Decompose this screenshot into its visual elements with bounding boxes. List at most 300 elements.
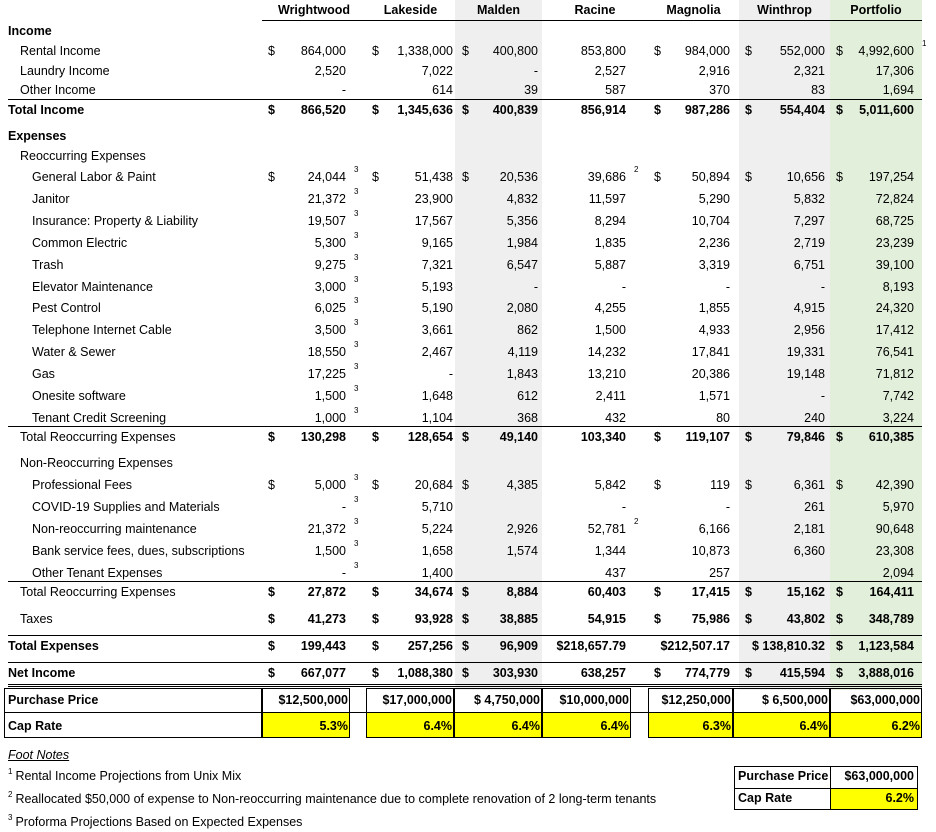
cell-wrightwood: 9,275: [314, 258, 346, 272]
row-general-labor: [0, 167, 936, 187]
cell-portfolio: 197,254: [868, 170, 914, 184]
cell-malden: [455, 497, 538, 517]
row-label: Bank service fees, dues, subscriptions: [32, 544, 245, 558]
dollar-sign: $: [836, 585, 843, 599]
cell-winthrop: 19,148: [786, 367, 825, 381]
dollar-sign: $: [654, 612, 661, 626]
row-label: Other Tenant Expenses: [32, 566, 163, 580]
cell-wrightwood: 5.3%: [319, 719, 348, 733]
dollar-sign: $: [372, 639, 379, 653]
summary-price-label: Purchase Price: [738, 769, 829, 783]
cell-wrightwood: 1,500: [314, 389, 346, 403]
cell-wrightwood: 5,300: [314, 236, 346, 250]
footnote-2: $^2$ Reallocated $50,000 of expense to Non-reoccurring maintenance due to complete renovation of 2 long-term tenants: [8, 790, 657, 806]
dollar-sign: $: [462, 666, 469, 680]
row-covid: [0, 497, 936, 517]
cell-racine: 1,500: [594, 323, 626, 337]
cell-malden: 49,140: [499, 430, 538, 444]
cell-racine: 60,403: [587, 585, 626, 599]
cell-malden: 400,839: [492, 103, 538, 117]
row-label: Laundry Income: [20, 64, 110, 78]
row-nonreoc-maint: [0, 519, 936, 539]
row-total-reoccurring: [0, 427, 936, 447]
cell-malden: 862: [517, 323, 538, 337]
cell-magnolia: 257: [709, 566, 730, 580]
cell-winthrop: 552,000: [779, 44, 825, 58]
cell-portfolio: 17,306: [875, 64, 914, 78]
row-label: Onesite software: [32, 389, 126, 403]
cell-wrightwood: 130,298: [300, 430, 346, 444]
footnote-mark: 3: [354, 187, 359, 196]
dollar-sign: $: [372, 430, 379, 444]
cell-portfolio: 6.2%: [891, 719, 920, 733]
cell-malden: 38,885: [499, 612, 538, 626]
row-label: Total Reoccurring Expenses: [20, 430, 176, 444]
col-header-magnolia: Magnolia: [666, 3, 721, 17]
footnote-mark: 3: [354, 539, 359, 548]
cell-magnolia: -: [725, 500, 730, 514]
row-label: Elevator Maintenance: [32, 280, 153, 294]
footnote-mark: 3: [354, 165, 359, 174]
dollar-sign: $: [372, 612, 379, 626]
cell-malden: 400,800: [492, 44, 538, 58]
col-header-lakeside: Lakeside: [383, 3, 438, 17]
cell-malden: 20,536: [499, 170, 538, 184]
cell-winthrop: 7,297: [793, 214, 825, 228]
income-section-label: Income: [8, 24, 52, 38]
cell-malden: 303,930: [492, 666, 538, 680]
cell-magnolia: 10,873: [691, 544, 730, 558]
footnote-mark: 3: [354, 296, 359, 305]
row-label: Total Reoccurring Expenses: [20, 585, 176, 599]
cell-lakeside: 1,400: [421, 566, 453, 580]
row-top-rule: [8, 662, 922, 663]
cell-racine: 6.4%: [600, 719, 629, 733]
cell-winthrop: 2,321: [793, 64, 825, 78]
cell-wrightwood: 17,225: [307, 367, 346, 381]
row-label: Janitor: [32, 192, 70, 206]
cell-racine: 587: [605, 83, 626, 97]
cell-portfolio: 3,888,016: [858, 666, 914, 680]
row-other-tenant: [0, 563, 936, 583]
row-laundry: [0, 61, 936, 81]
summary-cap-value: 6.2%: [885, 791, 914, 805]
dollar-sign: $: [745, 103, 752, 117]
footnote-mark: 3: [354, 362, 359, 371]
row-elevator: [0, 277, 936, 297]
cell-portfolio: 348,789: [868, 612, 914, 626]
cell-racine: -: [621, 500, 626, 514]
cell-winthrop: 5,832: [793, 192, 825, 206]
row-rental: [0, 41, 936, 61]
row-label: Taxes: [20, 612, 53, 626]
row-top-rule: [8, 635, 922, 636]
footnote-mark: 3: [354, 318, 359, 327]
cell-portfolio: 39,100: [875, 258, 914, 272]
footnote-mark: 3: [354, 340, 359, 349]
cell-magnolia: 5,290: [698, 192, 730, 206]
cell-lakeside: 6.4%: [423, 719, 452, 733]
cell-lakeside: 20,684: [414, 478, 453, 492]
cell-winthrop: 79,846: [786, 430, 825, 444]
cell-racine: 853,800: [580, 44, 626, 58]
row-cap-rate: [0, 716, 936, 736]
dollar-sign: $: [654, 44, 661, 58]
cell-malden: -: [533, 64, 538, 78]
footnote-mark: 3: [354, 253, 359, 262]
row-janitor: [0, 189, 936, 209]
dollar-sign: $: [462, 44, 469, 58]
cell-wrightwood: 3,500: [314, 323, 346, 337]
dollar-sign: $: [268, 44, 275, 58]
cell-lakeside: 1,338,000: [397, 44, 453, 58]
footnote-mark: 3: [354, 473, 359, 482]
cell-malden: 1,843: [506, 367, 538, 381]
row-label: Total Expenses: [8, 639, 99, 653]
dollar-sign: $: [268, 585, 275, 599]
dollar-sign: $: [268, 103, 275, 117]
dollar-sign: $: [836, 44, 843, 58]
cell-racine: 437: [605, 566, 626, 580]
row-telephone: [0, 320, 936, 340]
footnote-mark: 3: [354, 561, 359, 570]
cell-wrightwood: 21,372: [307, 192, 346, 206]
cell-winthrop: 6,751: [793, 258, 825, 272]
cell-winthrop: $ 138,810.32: [752, 639, 825, 653]
cell-malden: -: [533, 280, 538, 294]
cell-wrightwood: -: [341, 500, 346, 514]
row-label: Telephone Internet Cable: [32, 323, 172, 337]
cell-wrightwood: 199,443: [300, 639, 346, 653]
cell-malden: 4,385: [506, 478, 538, 492]
row-total-nonreoccurring: [0, 582, 936, 602]
cell-portfolio: 5,970: [882, 500, 914, 514]
summary-divider: [734, 788, 918, 789]
row-label: COVID-19 Supplies and Materials: [32, 500, 220, 514]
dollar-sign: $: [268, 612, 275, 626]
cell-magnolia: 4,933: [698, 323, 730, 337]
cell-portfolio: 2,094: [882, 566, 914, 580]
cell-lakeside: 1,658: [421, 544, 453, 558]
cell-winthrop: -: [820, 389, 825, 403]
row-label: Insurance: Property & Liability: [32, 214, 199, 228]
dollar-sign: $: [745, 585, 752, 599]
dollar-sign: $: [462, 585, 469, 599]
cell-wrightwood: -: [341, 566, 346, 580]
row-purchase-price: [0, 690, 936, 710]
cell-portfolio: 4,992,600: [858, 44, 914, 58]
row-top-rule: [8, 581, 922, 582]
cell-magnolia: -: [725, 280, 730, 294]
row-label: Other Income: [20, 83, 96, 97]
row-taxes: [0, 609, 936, 629]
cell-racine: $218,657.79: [556, 639, 626, 653]
expenses-section-label: Expenses: [8, 129, 67, 143]
cell-lakeside: 128,654: [407, 430, 453, 444]
dollar-sign: $: [654, 478, 661, 492]
cell-malden: 96,909: [499, 639, 538, 653]
cell-wrightwood: 1,000: [314, 411, 346, 425]
cell-malden: 368: [517, 411, 538, 425]
row-onesite: [0, 386, 936, 406]
cell-magnolia: 119: [710, 478, 730, 492]
dollar-sign: $: [836, 639, 843, 653]
cell-racine: 856,914: [580, 103, 626, 117]
cell-winthrop: 415,594: [779, 666, 825, 680]
cell-lakeside: 9,165: [421, 236, 453, 250]
row-label: Professional Fees: [32, 478, 133, 492]
row-label: General Labor & Paint: [32, 170, 156, 184]
cell-racine: 54,915: [587, 612, 626, 626]
cell-wrightwood: 24,044: [307, 170, 346, 184]
cell-lakeside: 93,928: [414, 612, 453, 626]
cell-portfolio: 71,812: [875, 367, 914, 381]
dollar-sign: $: [268, 170, 275, 184]
cell-wrightwood: 19,507: [307, 214, 346, 228]
row-label: Net Income: [8, 666, 76, 680]
cell-winthrop: 10,656: [786, 170, 825, 184]
cell-malden: 6.4%: [511, 719, 540, 733]
dollar-sign: $: [268, 639, 275, 653]
cell-magnolia: 75,986: [691, 612, 730, 626]
cell-portfolio: 24,320: [875, 301, 914, 315]
cell-portfolio: 68,725: [875, 214, 914, 228]
cell-magnolia: 2,236: [698, 236, 730, 250]
dollar-sign: $: [745, 612, 752, 626]
dollar-sign: $: [836, 430, 843, 444]
cell-wrightwood: 864,000: [300, 44, 346, 58]
cell-wrightwood: 27,872: [307, 585, 346, 599]
cell-lakeside: -: [448, 367, 453, 381]
cell-magnolia: 1,855: [698, 301, 730, 315]
row-label: Pest Control: [32, 301, 101, 315]
dollar-sign: $: [462, 612, 469, 626]
dollar-sign: $: [654, 585, 661, 599]
cell-winthrop: $ 6,500,000: [761, 693, 828, 707]
row-pest: [0, 298, 936, 318]
cell-winthrop: [739, 563, 825, 583]
cell-wrightwood: 2,520: [314, 64, 346, 78]
dollar-sign: $: [372, 44, 379, 58]
cell-winthrop: 2,956: [793, 323, 825, 337]
cell-racine: 8,294: [594, 214, 626, 228]
dollar-sign: $: [836, 103, 843, 117]
row-label: Rental Income: [20, 44, 101, 58]
cell-lakeside: 1,088,380: [397, 666, 453, 680]
footnote-mark: 1: [922, 39, 927, 48]
cell-lakeside: 1,104: [421, 411, 453, 425]
summary-price-value: $63,000,000: [844, 769, 914, 783]
cell-magnolia: 2,916: [698, 64, 730, 78]
cell-lakeside: 17,567: [414, 214, 453, 228]
cell-lakeside: $17,000,000: [382, 693, 452, 707]
cell-portfolio: 5,011,600: [859, 103, 914, 117]
cell-winthrop: 4,915: [793, 301, 825, 315]
cell-racine: 5,887: [594, 258, 626, 272]
row-trash: [0, 255, 936, 275]
row-other-income: [0, 80, 936, 100]
cell-lakeside: 2,467: [421, 345, 453, 359]
cell-winthrop: 240: [804, 411, 825, 425]
dollar-sign: $: [654, 430, 661, 444]
cell-lakeside: 257,256: [407, 639, 453, 653]
cell-wrightwood: 866,520: [300, 103, 346, 117]
row-double-rule: [8, 684, 922, 687]
dollar-sign: $: [462, 639, 469, 653]
cell-winthrop: 19,331: [786, 345, 825, 359]
dollar-sign: $: [462, 170, 469, 184]
column-header-row: [0, 0, 936, 20]
row-water: [0, 342, 936, 362]
row-label: Water & Sewer: [32, 345, 116, 359]
dollar-sign: $: [462, 103, 469, 117]
cell-lakeside: 34,674: [414, 585, 453, 599]
cell-winthrop: 261: [804, 500, 825, 514]
cell-lakeside: 5,710: [421, 500, 453, 514]
dollar-sign: $: [268, 430, 275, 444]
cell-portfolio: 90,648: [875, 522, 914, 536]
cell-malden: 2,080: [506, 301, 538, 315]
dollar-sign: $: [268, 478, 275, 492]
dollar-sign: $: [745, 430, 752, 444]
cell-racine: 14,232: [587, 345, 626, 359]
row-total-income: [0, 100, 936, 120]
dollar-sign: $: [372, 666, 379, 680]
cell-magnolia: 119,107: [685, 430, 730, 444]
cell-portfolio: 7,742: [882, 389, 914, 403]
row-label: Non-reoccurring maintenance: [32, 522, 197, 536]
cell-winthrop: 83: [811, 83, 825, 97]
cell-portfolio: 23,239: [875, 236, 914, 250]
cell-malden: 1,984: [506, 236, 538, 250]
reoccurring-section-label: Reoccurring Expenses: [20, 149, 146, 163]
cell-lakeside: 5,193: [421, 280, 453, 294]
dollar-sign: $: [372, 170, 379, 184]
cell-malden: [455, 563, 538, 583]
row-top-rule: [8, 99, 922, 100]
cell-lakeside: 5,190: [421, 301, 453, 315]
cell-magnolia: 774,779: [684, 666, 730, 680]
cell-racine: 1,835: [594, 236, 626, 250]
cell-malden: 8,884: [506, 585, 538, 599]
cell-lakeside: 614: [432, 83, 453, 97]
col-header-malden: Malden: [476, 3, 521, 17]
cell-magnolia: 3,319: [698, 258, 730, 272]
cell-malden: $ 4,750,000: [473, 693, 540, 707]
cell-winthrop: 2,719: [793, 236, 825, 250]
footnote-mark: 3: [354, 231, 359, 240]
row-label: Total Income: [8, 103, 85, 117]
cell-winthrop: 15,162: [786, 585, 825, 599]
cell-racine: 103,340: [580, 430, 626, 444]
cell-racine: 1,344: [594, 544, 626, 558]
row-gas: [0, 364, 936, 384]
row-label: Common Electric: [32, 236, 128, 250]
footnote-mark: 2: [634, 517, 639, 526]
cell-lakeside: 23,900: [414, 192, 453, 206]
row-label: Gas: [32, 367, 55, 381]
cell-wrightwood: 18,550: [307, 345, 346, 359]
cell-racine: 638,257: [580, 666, 626, 680]
cell-racine: 432: [605, 411, 626, 425]
cell-malden: 4,832: [506, 192, 538, 206]
row-professional: [0, 475, 936, 495]
cell-malden: 4,119: [507, 345, 538, 359]
cell-portfolio: 3,224: [882, 411, 914, 425]
footnote-mark: 2: [634, 165, 639, 174]
cell-racine: 5,842: [594, 478, 626, 492]
row-tenant-screening: [0, 408, 936, 428]
cell-lakeside: 3,661: [421, 323, 453, 337]
col-header-racine: Racine: [574, 3, 616, 17]
footnote-3: $^3$ Proforma Projections Based on Expected Expenses: [8, 813, 303, 829]
cell-racine: -: [621, 280, 626, 294]
dollar-sign: $: [372, 585, 379, 599]
cell-magnolia: 370: [709, 83, 730, 97]
cell-magnolia: 50,894: [691, 170, 730, 184]
dollar-sign: $: [745, 478, 752, 492]
col-header-portfolio: Portfolio: [850, 3, 902, 17]
dollar-sign: $: [462, 478, 469, 492]
cell-wrightwood: 1,500: [314, 544, 346, 558]
footnote-mark: 3: [354, 517, 359, 526]
cell-lakeside: 1,648: [421, 389, 453, 403]
cell-wrightwood: 6,025: [314, 301, 346, 315]
row-top-rule: [8, 426, 922, 427]
dollar-sign: $: [268, 666, 275, 680]
cell-malden: 1,574: [506, 544, 538, 558]
row-insurance: [0, 211, 936, 231]
cell-wrightwood: 21,372: [307, 522, 346, 536]
dollar-sign: $: [462, 430, 469, 444]
cell-magnolia: $12,250,000: [661, 693, 731, 707]
row-label: Purchase Price: [8, 693, 99, 707]
dollar-sign: $: [654, 170, 661, 184]
cell-lakeside: 51,438: [414, 170, 453, 184]
summary-cap-label: Cap Rate: [738, 791, 793, 805]
dollar-sign: $: [654, 103, 661, 117]
cell-portfolio: $63,000,000: [850, 693, 920, 707]
footnote-mark: 3: [354, 406, 359, 415]
cell-racine: 39,686: [587, 170, 626, 184]
cell-portfolio: 76,541: [875, 345, 914, 359]
cell-portfolio: 1,123,584: [858, 639, 914, 653]
cell-lakeside: 7,321: [421, 258, 453, 272]
dollar-sign: $: [836, 170, 843, 184]
cell-winthrop: 2,181: [793, 522, 825, 536]
cell-magnolia: 17,415: [691, 585, 730, 599]
cell-malden: 5,356: [506, 214, 538, 228]
cell-lakeside: 5,224: [421, 522, 453, 536]
cell-racine: 2,527: [594, 64, 626, 78]
cell-winthrop: 6,360: [793, 544, 825, 558]
col-header-winthrop: Winthrop: [757, 3, 812, 17]
cell-winthrop: 43,802: [786, 612, 825, 626]
dollar-sign: $: [836, 478, 843, 492]
dollar-sign: $: [372, 478, 379, 492]
cell-winthrop: 6.4%: [799, 719, 828, 733]
dollar-sign: $: [372, 103, 379, 117]
cell-wrightwood: $12,500,000: [278, 693, 348, 707]
cell-portfolio: 72,824: [875, 192, 914, 206]
dollar-sign: $: [654, 666, 661, 680]
cell-racine: 13,210: [587, 367, 626, 381]
dollar-sign: $: [836, 666, 843, 680]
cell-wrightwood: 3,000: [314, 280, 346, 294]
footnote-1: $^1$ Rental Income Projections from Unix Mix: [8, 767, 242, 783]
footnote-mark: 3: [354, 495, 359, 504]
dollar-sign: $: [745, 170, 752, 184]
